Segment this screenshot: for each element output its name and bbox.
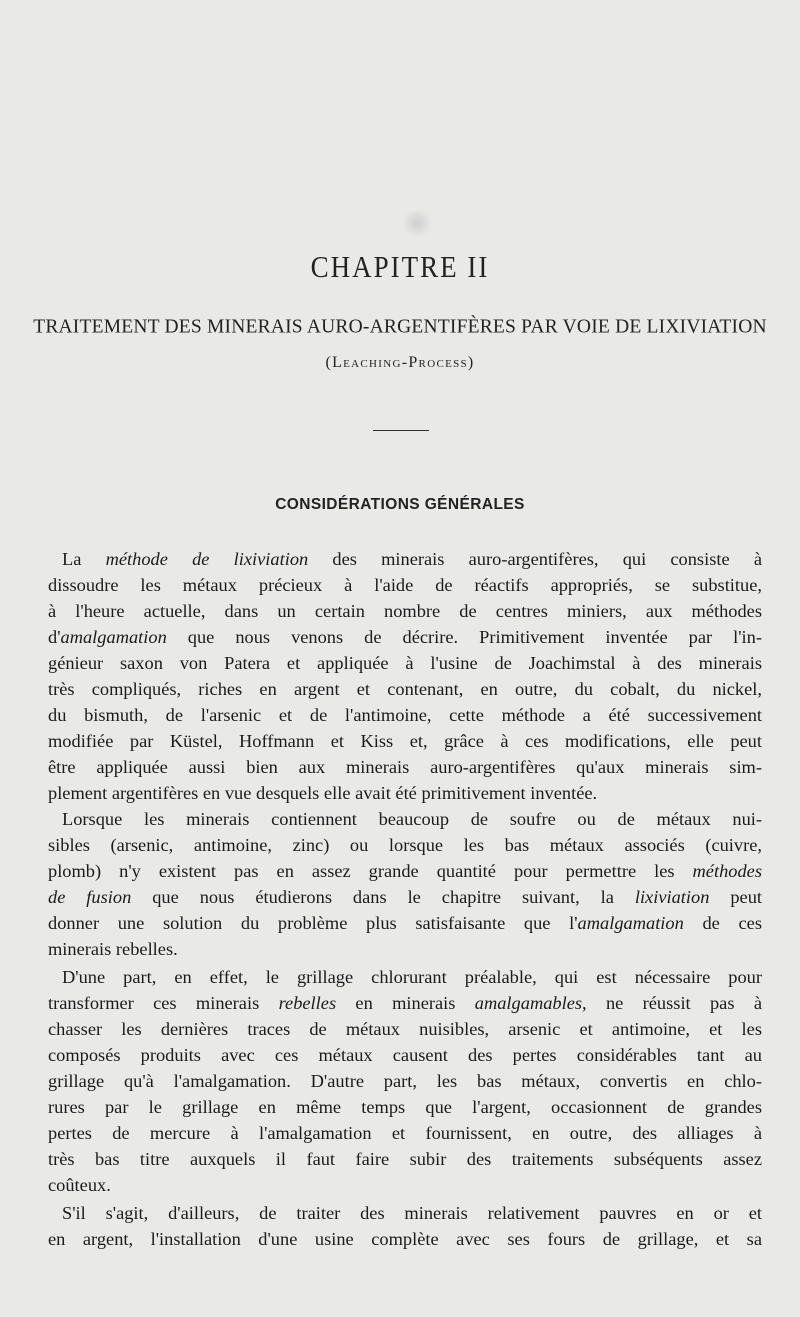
chapter-subtitle: (Leaching-Process) [325,354,475,371]
body-line: très bas titre auxquels il faut faire subir des traitements subséquents assez [48,1149,762,1169]
body-line: transformer ces minerais rebelles en minerais amalgamables, ne réussit pas à [48,993,762,1013]
chapter-heading: CHAPITRE II [310,250,490,284]
body-line: coûteux. [48,1175,111,1195]
body-line: en argent, l'installation d'une usine complète avec ses fours de grillage, et sa [48,1229,762,1249]
body-line: chasser les dernières traces de métaux nuisibles, arsenic et antimoine, et les [48,1019,762,1039]
body-line: génieur saxon von Patera et appliquée à l'usine de Joachimstal à des minerais [48,653,762,673]
body-line: modifiée par Küstel, Hoffmann et Kiss et, grâce à ces modifications, elle peut [48,731,762,751]
chapter-title: TRAITEMENT DES MINERAIS AURO-ARGENTIFÈRES PAR VOIE DE LIXIVIATION [33,315,767,338]
body-line: d'amalgamation que nous venons de décrire. Primitivement inventée par l'in- [48,627,762,647]
divider-rule [373,430,429,431]
section-heading: CONSIDÉRATIONS GÉNÉRALES [275,496,525,513]
body-line: pertes de mercure à l'amalgamation et fournissent, en outre, des alliages à [48,1123,762,1143]
body-line: plement argentifères en vue desquels elle avait été primitivement inventée. [48,783,598,803]
body-line: S'il s'agit, d'ailleurs, de traiter des minerais relativement pauvres en or et [62,1203,762,1223]
body-line: grillage qu'à l'amalgamation. D'autre part, les bas métaux, convertis en chlo- [48,1071,762,1091]
body-line: donner une solution du problème plus satisfaisante que l'amalgamation de ces [48,913,762,933]
body-line: La méthode de lixiviation des minerais auro-argentifères, qui consiste à [62,549,762,569]
body-line: de fusion que nous étudierons dans le chapitre suivant, la lixiviation peut [48,887,763,907]
body-line: sibles (arsenic, antimoine, zinc) ou lorsque les bas métaux associés (cuivre, [48,835,762,855]
body-line: à l'heure actuelle, dans un certain nombre de centres miniers, aux méthodes [48,601,762,621]
body-line: dissoudre les métaux précieux à l'aide de réactifs appropriés, se substitue, [48,575,762,595]
body-line: plomb) n'y existent pas en assez grande quantité pour permettre les méthodes [48,861,762,881]
body-line: très compliqués, riches en argent et contenant, en outre, du cobalt, du nickel, [48,679,762,699]
body-line: rures par le grillage en même temps que l'argent, occasionnent de grandes [48,1097,762,1117]
body-line: être appliquée aussi bien aux minerais auro-argentifères qu'aux minerais sim- [48,757,762,777]
paper-smudge [400,210,434,236]
body-line: Lorsque les minerais contiennent beaucoup de soufre ou de métaux nui- [62,809,762,829]
body-line: minerais rebelles. [48,939,178,959]
body-line: du bismuth, de l'arsenic et de l'antimoine, cette méthode a été successivement [48,705,762,725]
body-line: D'une part, en effet, le grillage chlorurant préalable, qui est nécessaire pour [62,967,762,987]
body-line: composés produits avec ces métaux causent des pertes considérables tant au [48,1045,762,1065]
